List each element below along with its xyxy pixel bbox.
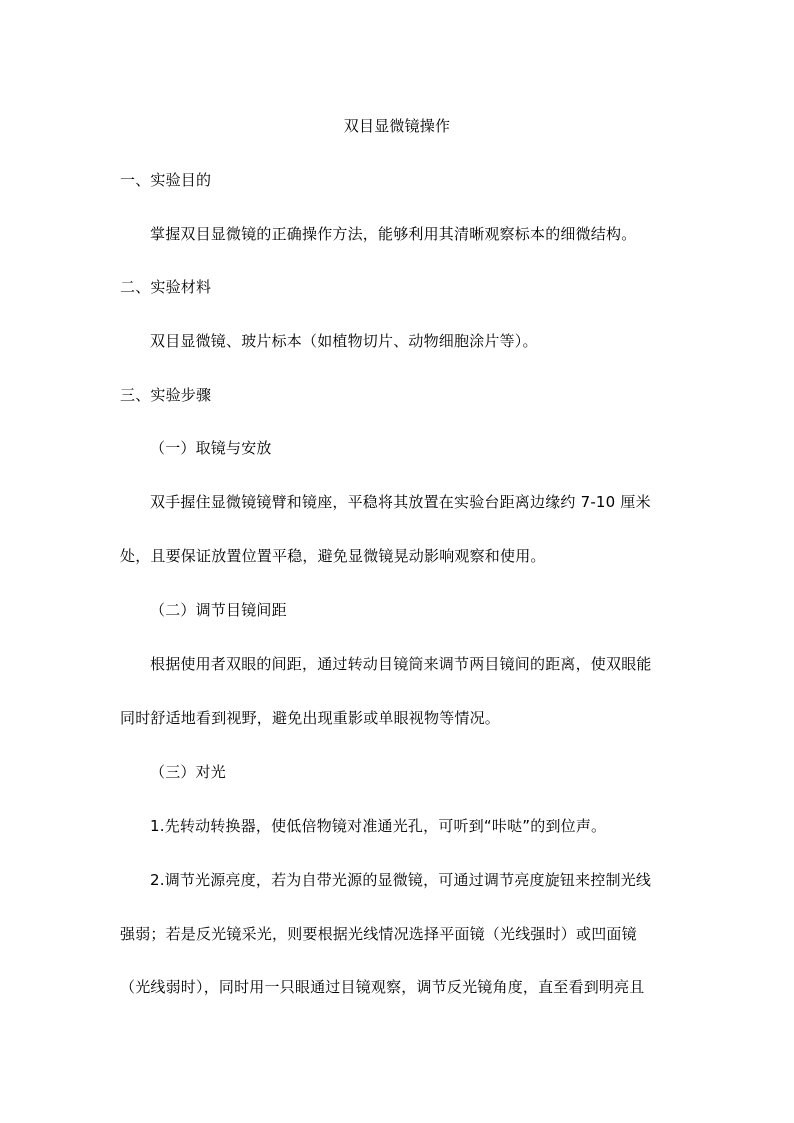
paragraph-line: 1.先转动转换器，使低倍物镜对准通光孔，可听到“咔哒”的到位声。 xyxy=(150,817,607,835)
paragraph-materials: 双目显微镜、玻片标本（如植物切片、动物细胞涂片等）。 xyxy=(150,332,538,350)
subheading-step-3: （三）对光 xyxy=(150,763,227,781)
paragraph-line: （光线弱时），同时用一只眼通过目镜观察，调节反光镜角度，直至看到明亮且 xyxy=(120,978,645,996)
paragraph-line: 强弱；若是反光镜采光，则要根据光线情况选择平面镜（光线强时）或凹面镜 xyxy=(120,925,637,943)
paragraph-line: 同时舒适地看到视野，避免出现重影或单眼视物等情况。 xyxy=(120,709,501,727)
paragraph-line: 根据使用者双眼的间距，通过转动目镜筒来调节两目镜间的距离，使双眼能 xyxy=(150,655,652,673)
paragraph-line: 双手握住显微镜镜臂和镜座，平稳将其放置在实验台距离边缘约 7-10 厘米 xyxy=(150,493,651,511)
section-heading-materials: 二、实验材料 xyxy=(120,278,212,296)
section-heading-purpose: 一、实验目的 xyxy=(120,171,212,189)
section-heading-steps: 三、实验步骤 xyxy=(120,386,212,404)
paragraph-purpose: 掌握双目显微镜的正确操作方法，能够利用其清晰观察标本的细微结构。 xyxy=(150,225,637,243)
subheading-step-1: （一）取镜与安放 xyxy=(150,439,272,457)
page-title: 双目显微镜操作 xyxy=(343,117,451,135)
paragraph-line: 2.调节光源亮度，若为自带光源的显微镜，可通过调节亮度旋钮来控制光线 xyxy=(150,871,652,889)
paragraph-line: 处，且要保证放置位置平稳，避免显微镜晃动影响观察和使用。 xyxy=(120,547,546,565)
subheading-step-2: （二）调节目镜间距 xyxy=(150,601,287,619)
